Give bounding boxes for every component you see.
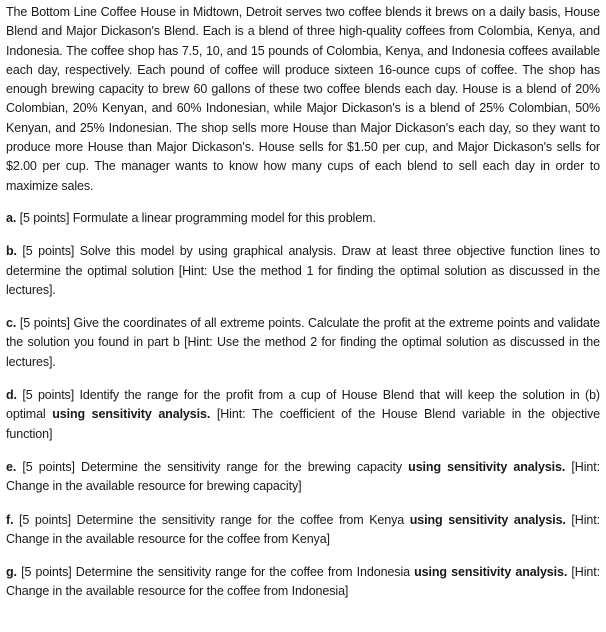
question-c-text: [5 points] Give the coordinates of all extreme points. Calculate the profit at the extreme points and validate the solution you found in part b [Hint: Use the method 2 for finding the optimal solution as discussed in the lectures].: [6, 316, 600, 369]
question-b: [6, 242, 600, 300]
question-d: [6, 386, 600, 444]
question-e-hint: [Hint: Change in the available resource for brewing capacity]: [6, 459, 600, 494]
question-c: [6, 314, 600, 372]
question-a: [6, 209, 600, 228]
question-f-letter: f.: [6, 512, 14, 527]
question-e-letter: e.: [6, 459, 17, 474]
question-a-letter: a.: [6, 210, 17, 225]
question-b-text: [5 points] Solve this model by using graphical analysis. Draw at least three objective function lines to determine the optimal solution [Hint: Use the method 1 for finding the optimal solution as discussed in the lectures].: [6, 244, 600, 297]
question-c-letter: c.: [6, 316, 17, 331]
question-f-hint: [Hint: Change in the available resource for the coffee from Kenya]: [6, 512, 600, 546]
question-g-hint: [Hint: Change in the available resource for the coffee from Indonesia]: [6, 565, 601, 599]
question-g-letter: g.: [6, 565, 17, 580]
question-e: [6, 458, 600, 497]
question-b-letter: b.: [6, 244, 17, 259]
question-d-emphasis: using sensitivity analysis.: [52, 407, 211, 422]
question-g-text: [5 points] Determine the sensitivity range for the coffee from Indonesia: [16, 565, 415, 580]
question-g-emphasis: using sensitivity analysis.: [414, 565, 568, 580]
question-f-emphasis: using sensitivity analysis.: [409, 512, 566, 527]
question-d-text: [5 points] Identify the range for the profit from a cup of House Blend that will keep the solution in (b) optimal: [6, 388, 600, 422]
question-f: [6, 511, 600, 550]
question-e-emphasis: using sensitivity analysis.: [408, 459, 566, 474]
question-d-hint: [Hint: The coefficient of the House Blend variable in the objective function]: [6, 407, 601, 441]
question-d-letter: d.: [6, 388, 17, 403]
question-a-text: [5 points] Formulate a linear programming model for this problem.: [16, 210, 376, 225]
question-e-text: [5 points] Determine the sensitivity range for the brewing capacity: [16, 459, 409, 474]
question-f-text: [5 points] Determine the sensitivity range for the coffee from Kenya: [13, 512, 410, 527]
problem-statement: The Bottom Line Coffee House in Midtown, Detroit serves two coffee blends it brews on a daily basis, House Blend and Major Dickason's Blend. Each is a blend of three high-quality coffees from Colombia, Kenya, and Indonesia. The coffee shop has 7.5, 10, and 15 pounds of Colombia, Kenya, and Indonesia coffees available each day, respectively. Each pound of coffee will produce sixteen 16-ounce cups of coffee. The shop has enough brewing capacity to brew 60 gallons of these two coffee blends each day. House is a blend of 20% Colombian, 20% Kenyan, and 60% Indonesian, while Major Dickason's is a blend of 25% Colombian, 50% Kenyan, and 25% Indonesian. The shop sells more House than Major Dickason's each day, so they want to produce more House than Major Dickason's. House sells for $1.50 per cup, and Major Dickason's sells for $2.00 per cup. The manager wants to know how many cups of each blend to sell each day in order to maximize sales.: [6, 5, 600, 193]
question-g: [6, 563, 600, 602]
